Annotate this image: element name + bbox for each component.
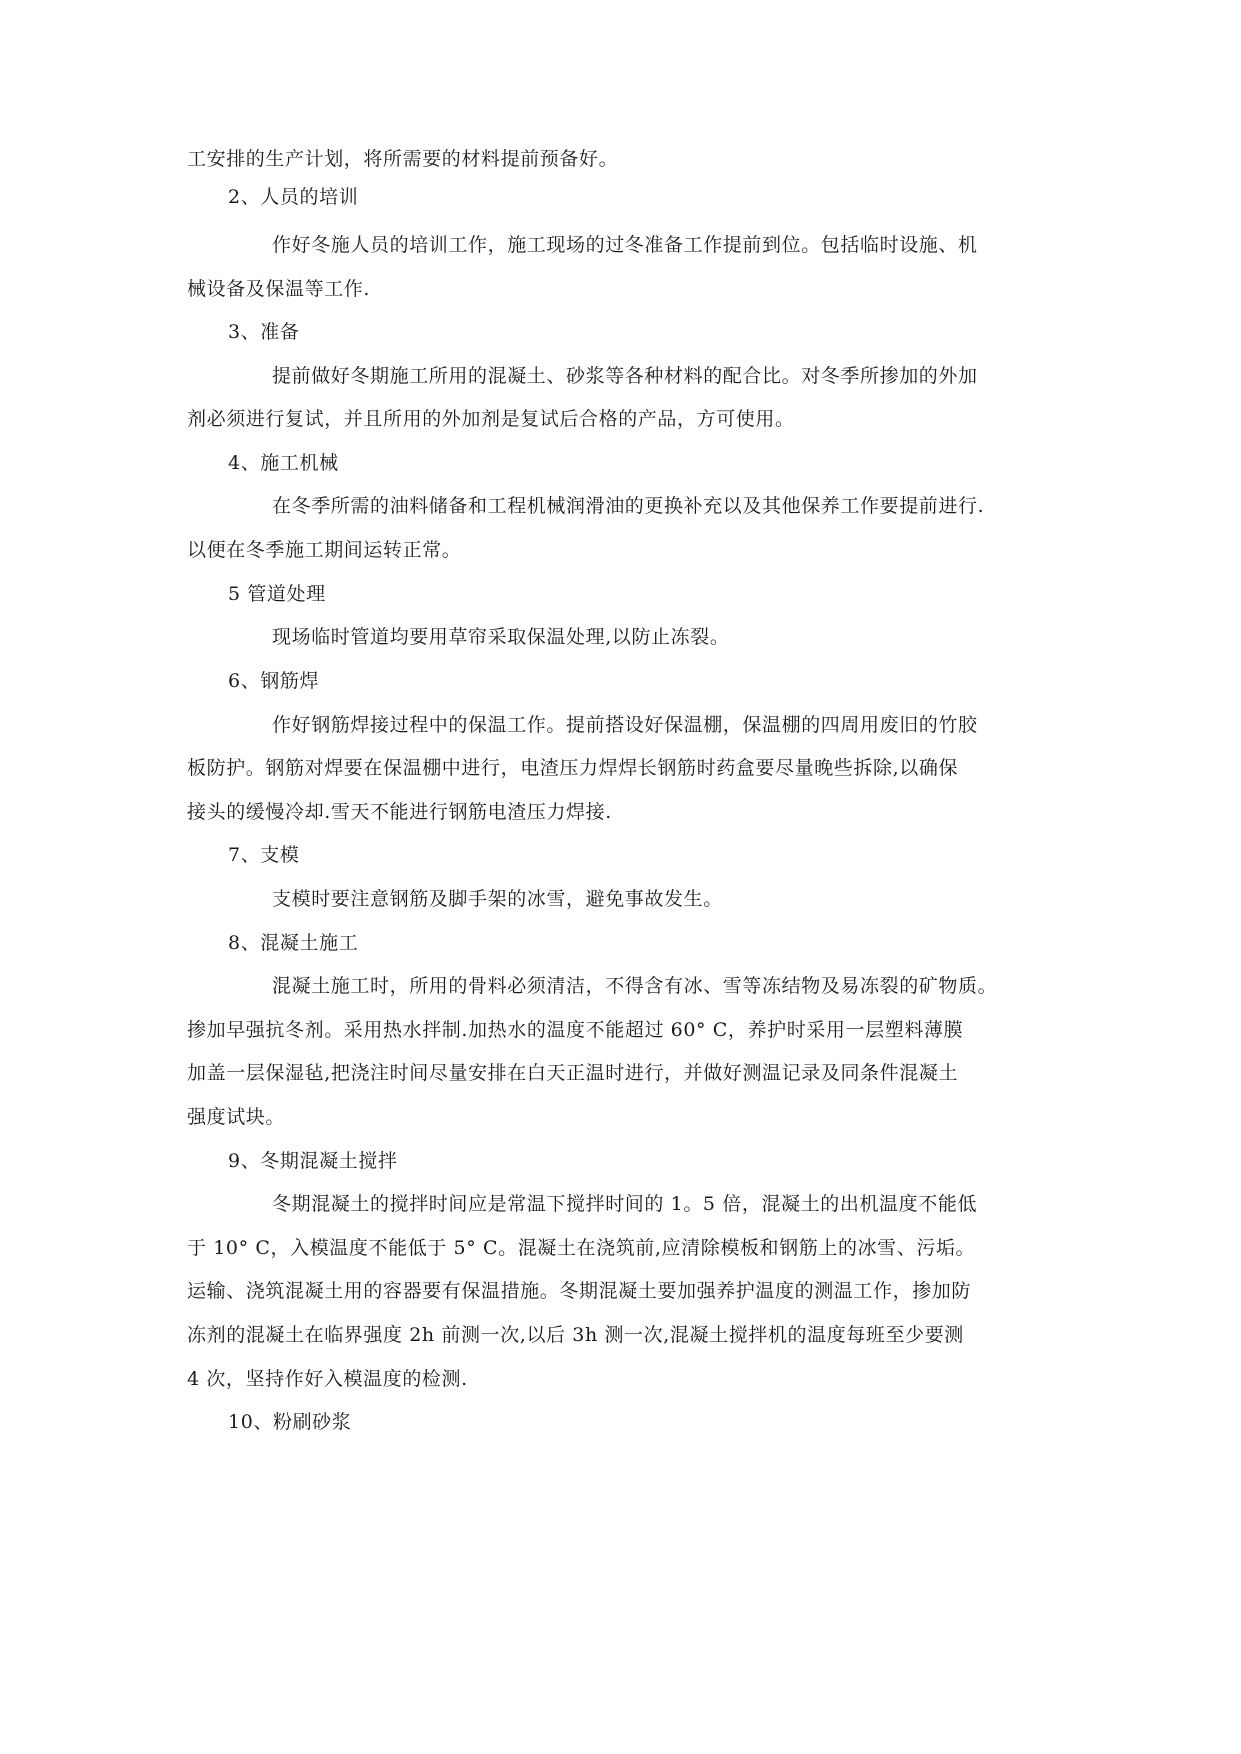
paragraph-line: 支模时要注意钢筋及脚手架的冰雪，避免事故发生。	[272, 888, 723, 910]
paragraph-line: 于 10° C，入模温度不能低于 5° C。混凝土在浇筑前,应清除模板和钢筋上的冰雪、污垢。	[187, 1237, 976, 1259]
paragraph-line: 掺加早强抗冬剂。采用热水拌制.加热水的温度不能超过 60° C，养护时采用一层塑料薄膜	[187, 1019, 964, 1041]
paragraph-line: 现场临时管道均要用草帘采取保温处理,以防止冻裂。	[272, 626, 730, 648]
paragraph-line: 混凝土施工时，所用的骨料必须清洁，不得含有冰、雪等冻结物及易冻裂的矿物质。	[272, 975, 998, 997]
section-heading: 5 管道处理	[228, 583, 326, 605]
section-heading: 2、人员的培训	[228, 186, 359, 208]
paragraph-line: 冬期混凝土的搅拌时间应是常温下搅拌时间的 1。5 倍，混凝土的出机温度不能低	[272, 1193, 978, 1215]
section-heading: 4、施工机械	[228, 452, 339, 474]
section-heading: 7、支模	[228, 844, 300, 866]
paragraph-line: 强度试块。	[187, 1106, 286, 1128]
paragraph-line: 提前做好冬期施工所用的混凝土、砂浆等各种材料的配合比。对冬季所掺加的外加	[272, 365, 978, 387]
paragraph-line: 械设备及保温等工作.	[187, 278, 371, 300]
paragraph-line: 冻剂的混凝土在临界强度 2h 前测一次,以后 3h 测一次,混凝土搅拌机的温度每班至少要测	[187, 1324, 964, 1346]
section-heading: 8、混凝土施工	[228, 932, 359, 954]
paragraph-line: 加盖一层保湿毡,把浇注时间尽量安排在白天正温时进行，并做好测温记录及同条件混凝土	[187, 1062, 959, 1084]
paragraph-line: 板防护。钢筋对焊要在保温棚中进行，电渣压力焊焊长钢筋时药盒要尽量晚些拆除,以确保	[187, 757, 959, 779]
paragraph-line: 运输、浇筑混凝土用的容器要有保温措施。冬期混凝土要加强养护温度的测温工作，掺加防	[187, 1280, 972, 1302]
paragraph-line: 在冬季所需的油料储备和工程机械润滑油的更换补充以及其他保养工作要提前进行.	[272, 495, 985, 517]
paragraph-line: 工安排的生产计划，将所需要的材料提前预备好。	[187, 148, 619, 170]
section-heading: 9、冬期混凝土搅拌	[228, 1150, 398, 1172]
section-heading: 3、准备	[228, 321, 300, 343]
paragraph-line: 以便在冬季施工期间运转正常。	[187, 539, 462, 561]
section-heading: 10、粉刷砂浆	[228, 1411, 352, 1433]
section-heading: 6、钢筋焊	[228, 670, 320, 692]
paragraph-line: 作好钢筋焊接过程中的保温工作。提前搭设好保温棚，保温棚的四周用废旧的竹胶	[272, 714, 978, 736]
paragraph-line: 4 次，坚持作好入模温度的检测.	[187, 1368, 468, 1390]
paragraph-line: 剂必须进行复试，并且所用的外加剂是复试后合格的产品，方可使用。	[187, 408, 795, 430]
paragraph-line: 作好冬施人员的培训工作，施工现场的过冬准备工作提前到位。包括临时设施、机	[272, 234, 978, 256]
paragraph-line: 接头的缓慢冷却.雪天不能进行钢筋电渣压力焊接.	[187, 801, 612, 823]
